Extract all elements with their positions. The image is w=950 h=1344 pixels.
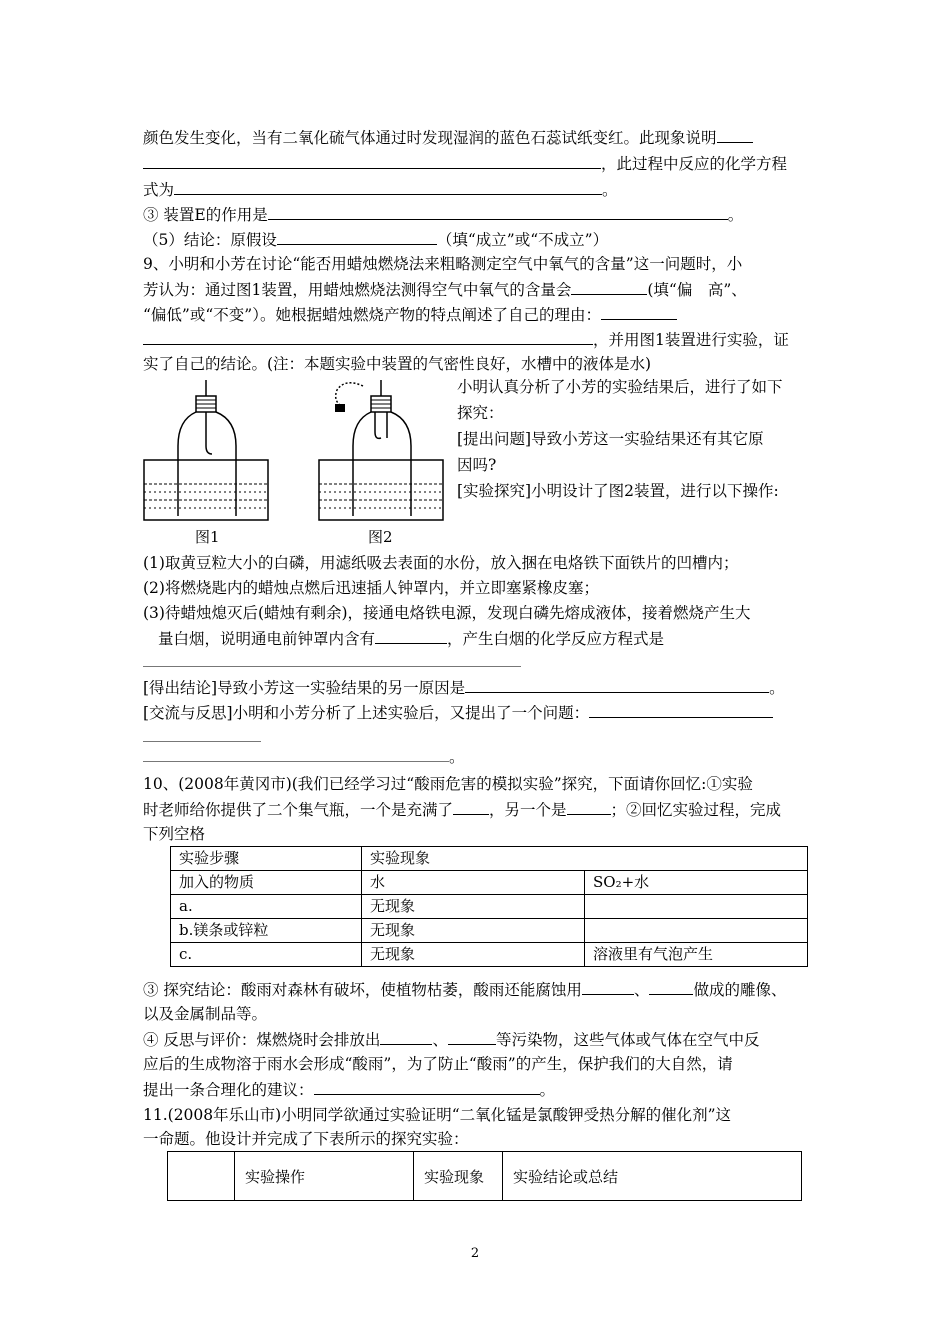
text-line: [实验探究]小明设计了图2装置，进行以下操作: xyxy=(457,482,779,500)
text-line xyxy=(143,978,786,1001)
text-line xyxy=(143,203,743,226)
table-cell: 溶液里有气泡产生 xyxy=(585,943,808,967)
text-line: 以及金属制品等。 xyxy=(143,1005,268,1023)
answer-blank[interactable] xyxy=(277,228,437,245)
text-line xyxy=(143,152,787,175)
table-cell: SO₂+水 xyxy=(585,871,808,895)
text: ③ 装置E的作用是 xyxy=(143,206,268,224)
answer-blank[interactable] xyxy=(589,701,773,718)
text: ③ 探究结论：酸雨对森林有破坏，使植物枯萎，酸雨还能腐蚀用 xyxy=(143,981,582,999)
figure-2-label: 图2 xyxy=(368,528,393,546)
table-cell: a. xyxy=(171,895,362,919)
text-line xyxy=(143,178,618,201)
answer-blank[interactable] xyxy=(268,203,728,220)
text: [得出结论]导致小芳这一实验结果的另一原因是 xyxy=(143,679,466,697)
text: 9、小明和小芳在讨论“能否用蜡烛燃烧法来粗略测定空气中氧气的含量”这一问题时，小 xyxy=(143,255,743,273)
text-line xyxy=(143,676,785,699)
text-line xyxy=(143,745,465,768)
text: 式为 xyxy=(143,181,175,199)
text-line xyxy=(158,627,664,650)
text-line: 因吗? xyxy=(457,456,497,474)
table-cell: b.镁条或锌粒 xyxy=(171,919,362,943)
text-line: 应后的生成物溶于雨水会形成“酸雨”，为了防止“酸雨”的产生，保护我们的大自然，请 xyxy=(143,1055,733,1073)
text: 。 xyxy=(449,748,465,766)
table-cell: 实验现象 xyxy=(414,1152,503,1201)
text: ④ 反思与评价：煤燃烧时会排放出 xyxy=(143,1031,381,1049)
page-number: 2 xyxy=(470,1246,480,1261)
text: 提出一条合理化的建议： xyxy=(143,1081,314,1099)
figure-1-apparatus xyxy=(140,376,275,526)
figure-1-label: 图1 xyxy=(195,528,220,546)
text: 、 xyxy=(432,1031,448,1049)
answer-line[interactable] xyxy=(143,666,521,667)
text: 实了自己的结论。(注：本题实验中装置的气密性良好，水槽中的液体是水) xyxy=(143,355,652,373)
text: 。 xyxy=(727,206,744,224)
text-line: 小明认真分析了小芳的实验结果后，进行了如下 xyxy=(457,378,783,396)
text: 。 xyxy=(769,679,785,697)
answer-blank[interactable] xyxy=(571,278,647,295)
answer-blank[interactable] xyxy=(601,303,677,320)
table-row xyxy=(171,895,808,919)
step-3: (3)待蜡烛熄灭后(蜡烛有剩余)，接通电烙铁电源，发现白磷先熔成液体，接着燃烧产生大 xyxy=(143,604,751,622)
table-cell: 无现象 xyxy=(362,895,585,919)
answer-blank[interactable] xyxy=(649,978,693,995)
text: 等污染物，这些气体或气体在空气中反 xyxy=(495,1031,760,1049)
catalyst-experiment-table xyxy=(167,1151,802,1201)
answer-blank[interactable] xyxy=(448,1028,496,1045)
text-line xyxy=(143,1028,759,1051)
step-2: (2)将燃烧匙内的蜡烛点燃后迅速插人钟罩内，并立即塞紧橡皮塞； xyxy=(143,579,599,597)
question-11: 11.(2008年乐山市)小明同学欲通过实验证明“二氧化锰是氯酸钾受热分解的催化剂”这 xyxy=(143,1106,732,1124)
text-line xyxy=(143,353,651,375)
text: ，此过程中反应的化学方程 xyxy=(601,155,788,173)
figure-2-apparatus xyxy=(315,376,450,526)
table-cell: 无现象 xyxy=(362,919,585,943)
text: （填“成立”或“不成立”） xyxy=(436,231,609,249)
text: 、 xyxy=(633,981,650,999)
table-row xyxy=(171,943,808,967)
step-1: (1)取黄豆粒大小的白磷，用滤纸吸去表面的水份，放入捆在电烙铁下面铁片的凹槽内； xyxy=(143,554,739,572)
text: [交流与反思]小明和小芳分析了上述实验后，又提出了一个问题： xyxy=(143,704,590,722)
text-line xyxy=(143,278,747,301)
text: “偏低”或“不变”）。她根据蜡烛燃烧产物的特点阐述了自己的理由： xyxy=(143,306,601,324)
text: ，另一个是 xyxy=(489,801,567,819)
text: 。 xyxy=(539,1081,556,1099)
text-line: [提出问题]导致小芳这一实验结果还有其它原 xyxy=(457,430,764,448)
answer-blank[interactable] xyxy=(143,152,601,169)
table-cell: c. xyxy=(171,943,362,967)
table-cell: 实验结论或总结 xyxy=(503,1152,802,1201)
table-cell[interactable] xyxy=(585,895,808,919)
text-line xyxy=(143,701,773,724)
text: 量白烟，说明通电前钟罩内含有 xyxy=(158,630,376,648)
text-line: 一命题。他设计并完成了下表所示的探究实验： xyxy=(143,1130,469,1148)
table-cell: 水 xyxy=(362,871,585,895)
question-9 xyxy=(143,253,742,275)
text-line xyxy=(143,303,677,326)
table-cell: 实验操作 xyxy=(235,1152,414,1201)
text: (填“偏 高”、 xyxy=(647,281,747,299)
text: ，并用图1装置进行实验，证 xyxy=(593,331,789,349)
table-cell[interactable] xyxy=(585,919,808,943)
text-line xyxy=(143,228,608,251)
answer-blank[interactable] xyxy=(143,328,593,345)
table-row xyxy=(171,871,808,895)
answer-blank[interactable] xyxy=(717,126,753,143)
text: 颜色发生变化，当有二氧化硫气体通过时发现湿润的蓝色石蕊试纸变红。此现象说明 xyxy=(143,129,717,147)
text: 时老师给你提供了二个集气瓶，一个是充满了 xyxy=(143,801,454,819)
text-line xyxy=(143,1078,555,1101)
answer-line[interactable] xyxy=(143,741,261,742)
answer-blank[interactable] xyxy=(582,978,634,995)
answer-blank[interactable] xyxy=(314,1078,540,1095)
text: ，产生白烟的化学反应方程式是 xyxy=(447,630,665,648)
acid-rain-table xyxy=(170,846,808,967)
answer-blank[interactable] xyxy=(453,798,489,815)
answer-blank[interactable] xyxy=(143,745,449,762)
text-line: 下列空格 xyxy=(143,825,206,843)
question-10: 10、(2008年黄冈市)(我们已经学习过“酸雨危害的模拟实验”探究，下面请你回忆:①实验 xyxy=(143,775,753,793)
table-row xyxy=(171,847,808,871)
table-row xyxy=(168,1152,802,1201)
answer-blank[interactable] xyxy=(174,178,602,195)
text: ；②回忆实验过程，完成 xyxy=(610,801,782,819)
table-cell: 实验步骤 xyxy=(171,847,362,871)
table-cell: 无现象 xyxy=(362,943,585,967)
answer-blank[interactable] xyxy=(567,798,611,815)
text-line xyxy=(143,798,781,821)
table-cell: 加入的物质 xyxy=(171,871,362,895)
table-cell: 实验现象 xyxy=(362,847,808,871)
text: 。 xyxy=(602,181,618,199)
text-line: 探究： xyxy=(457,404,504,422)
text: 芳认为：通过图1装置，用蜡烛燃烧法测得空气中氧气的含量会 xyxy=(143,281,572,299)
text-line xyxy=(143,126,753,149)
answer-blank[interactable] xyxy=(380,1028,432,1045)
text: 做成的雕像、 xyxy=(693,981,787,999)
table-cell xyxy=(168,1152,235,1201)
text: （5）结论：原假设 xyxy=(143,231,277,249)
answer-blank[interactable] xyxy=(465,676,769,693)
table-row xyxy=(171,919,808,943)
answer-blank[interactable] xyxy=(375,627,447,644)
text-line xyxy=(143,328,789,351)
